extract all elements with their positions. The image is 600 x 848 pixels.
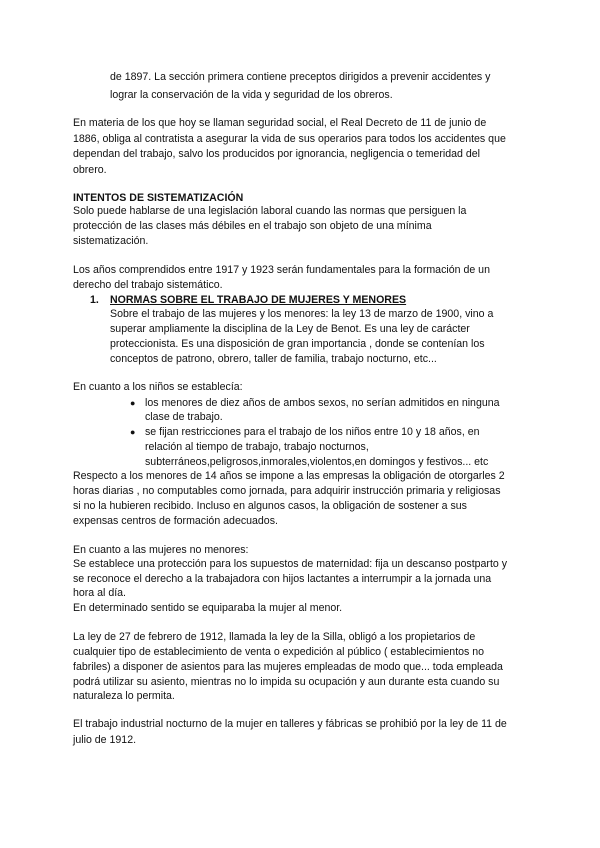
bullet-icon: ●: [130, 427, 136, 437]
text-line: Respecto a los menores de 14 años se impone a las empresas la obligación de otorgarles 2: [73, 470, 505, 482]
text-line: podrá utilizar su asiento, mientras no lo impida su ocupación y aun durante esta cuando su: [73, 676, 500, 688]
list-number: 1.: [90, 294, 99, 306]
text-line: clase de trabajo.: [145, 411, 223, 423]
text-line: En determinado sentido se equiparaba la mujer al menor.: [73, 602, 343, 614]
text-line: de 1897. La sección primera contiene preceptos dirigidos a prevenir accidentes y: [110, 71, 491, 83]
text-line: si no la hubieren recibido. Incluso en algunos casos, la obligación de sostener a sus: [73, 500, 467, 512]
section-heading-intentos: INTENTOS DE SISTEMATIZACIÓN: [73, 192, 244, 204]
bullet-icon: ●: [130, 398, 136, 408]
text-line: conceptos de patrono, obrero, taller de familia, trabajo nocturno, etc...: [110, 353, 437, 365]
text-line: naturaleza lo permita.: [73, 690, 175, 702]
text-line: relación al tiempo de trabajo, trabajo nocturnos,: [145, 441, 369, 453]
text-line: se reconoce el derecho a la trabajadora con hijos lactantes a interrumpir a la jornada una: [73, 573, 492, 585]
text-line: Se establece una protección para los supuestos de maternidad: fija un descanso postparto y: [73, 558, 508, 570]
text-line: dependan del trabajo, salvo los producidos por ignorancia, negligencia o temeridad del: [73, 148, 480, 160]
text-line: En materia de los que hoy se llaman seguridad social, el Real Decreto de 11 de junio de: [73, 117, 487, 129]
text-line: cualquier tipo de establecimiento de venta o expedición al público ( establecimientos no: [73, 646, 485, 658]
text-line: superar ampliamente la disciplina de la Ley de Benot. Es una ley de carácter: [110, 323, 470, 335]
text-line: protección de las clases más débiles en el trabajo son objeto de una mínima: [73, 220, 432, 232]
text-line: los menores de diez años de ambos sexos, no serían admitidos en ninguna: [145, 397, 500, 409]
text-line: subterráneos,peligrosos,inmorales,violentos,en domingos y festivos... etc: [145, 456, 489, 468]
text-line: julio de 1912.: [73, 734, 137, 746]
text-line: proteccionista. Es una disposición de gran importancia , donde se contenían los: [110, 338, 485, 350]
section-heading-normas: NORMAS SOBRE EL TRABAJO DE MUJERES Y MENORES: [110, 294, 407, 306]
text-line: hora al día.: [73, 587, 127, 599]
text-line: El trabajo industrial nocturno de la mujer en talleres y fábricas se prohibió por la ley de 11 de: [73, 718, 507, 730]
text-line: fabriles) a disponer de asientos para las mujeres empleadas de modo que... toda empleada: [73, 661, 503, 673]
text-line: Los años comprendidos entre 1917 y 1923 serán fundamentales para la formación de un: [73, 264, 490, 276]
text-line: horas diarias , no computables como jornada, para adquirir instrucción primaria y religiosas: [73, 485, 501, 497]
paragraph-ninos-intro: En cuanto a los niños se establecía:: [73, 381, 243, 393]
text-line: obrero.: [73, 164, 107, 176]
text-line: derecho del trabajo sistemático.: [73, 279, 223, 291]
text-line: lograr la conservación de la vida y seguridad de los obreros.: [110, 89, 393, 101]
text-line: expensas centros de formación adecuados.: [73, 515, 278, 527]
text-line: Solo puede hablarse de una legislación laboral cuando las normas que persiguen la: [73, 205, 467, 217]
text-line: 1886, obliga al contratista a asegurar la vida de sus operarios para todos los accidentes que: [73, 133, 506, 145]
text-line: sistematización.: [73, 235, 149, 247]
text-line: se fijan restricciones para el trabajo de los niños entre 10 y 18 años, en: [145, 426, 480, 438]
text-line: La ley de 27 de febrero de 1912, llamada la ley de la Silla, obligó a los propietarios de: [73, 631, 476, 643]
text-line: En cuanto a las mujeres no menores:: [73, 544, 249, 556]
text-line: Sobre el trabajo de las mujeres y los menores: la ley 13 de marzo de 1900, vino a: [110, 308, 494, 320]
